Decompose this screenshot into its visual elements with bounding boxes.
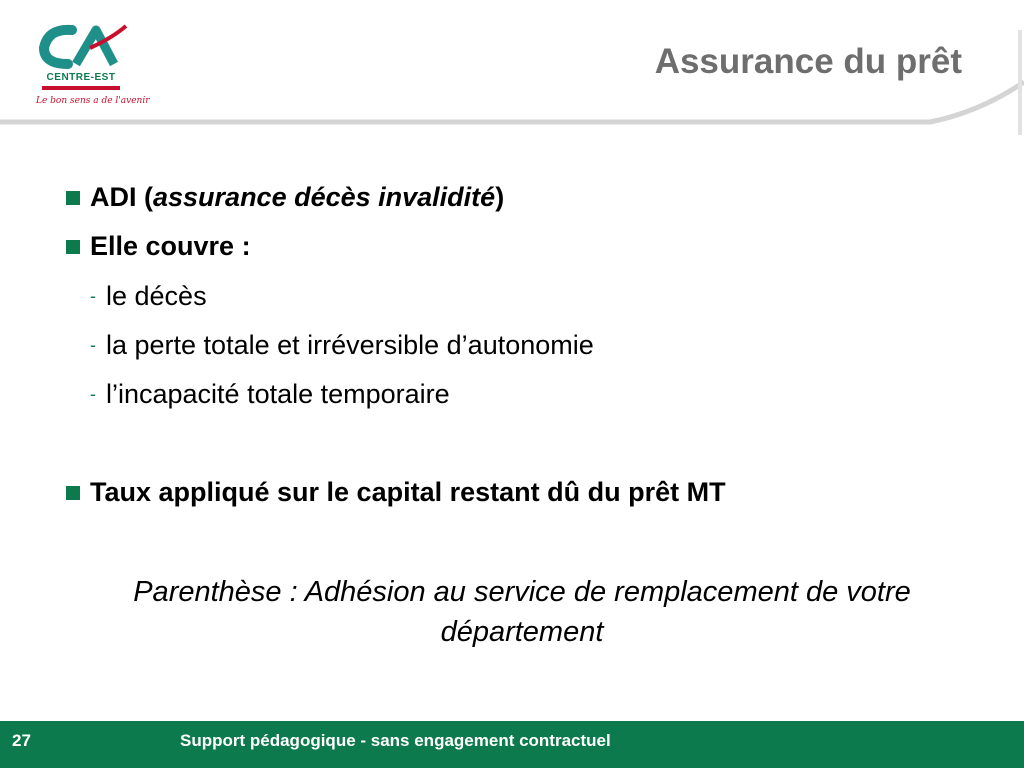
slide-title: Assurance du prêt [654,42,962,81]
sub-item [90,330,594,361]
sub-item-text: la perte totale et irréversible d’autonomie [106,330,594,360]
dash-bullet-icon: - [90,384,96,404]
bullet-elle-couvre [66,231,251,262]
logo-tagline: Le bon sens a de l'avenir [36,96,150,106]
logo-subtitle: CENTRE-EST [46,72,116,83]
bullet-taux [66,477,726,508]
sub-item [90,281,207,312]
logo-rule [42,86,120,90]
dash-bullet-icon: - [90,335,96,355]
bullet-taux-text: Taux appliqué sur le capital restant dû du prêt MT [90,477,726,507]
ca-logo-icon [34,22,134,72]
dash-bullet-icon: - [90,286,96,306]
footer-bar [0,721,1024,768]
sub-item-text: le décès [106,281,207,311]
square-bullet-icon [66,191,80,205]
credit-agricole-logo [34,22,150,114]
sub-item-text: l’incapacité totale temporaire [106,379,450,409]
square-bullet-icon [66,486,80,500]
bullet-adi-italic: assurance décès invalidité [153,182,496,212]
square-bullet-icon [66,240,80,254]
sub-item [90,379,450,410]
bullet-adi-suffix: ) [495,182,505,212]
footer-text: Support pédagogique - sans engagement contractuel [180,731,611,750]
bullet-adi [66,182,504,213]
bullet-elle-couvre-text: Elle couvre : [90,231,251,261]
page-number: 27 [12,731,31,750]
note-text: Parenthèse : Adhésion au service de remplacement de votre département [133,576,911,648]
bullet-adi-prefix: ADI ( [90,182,153,212]
